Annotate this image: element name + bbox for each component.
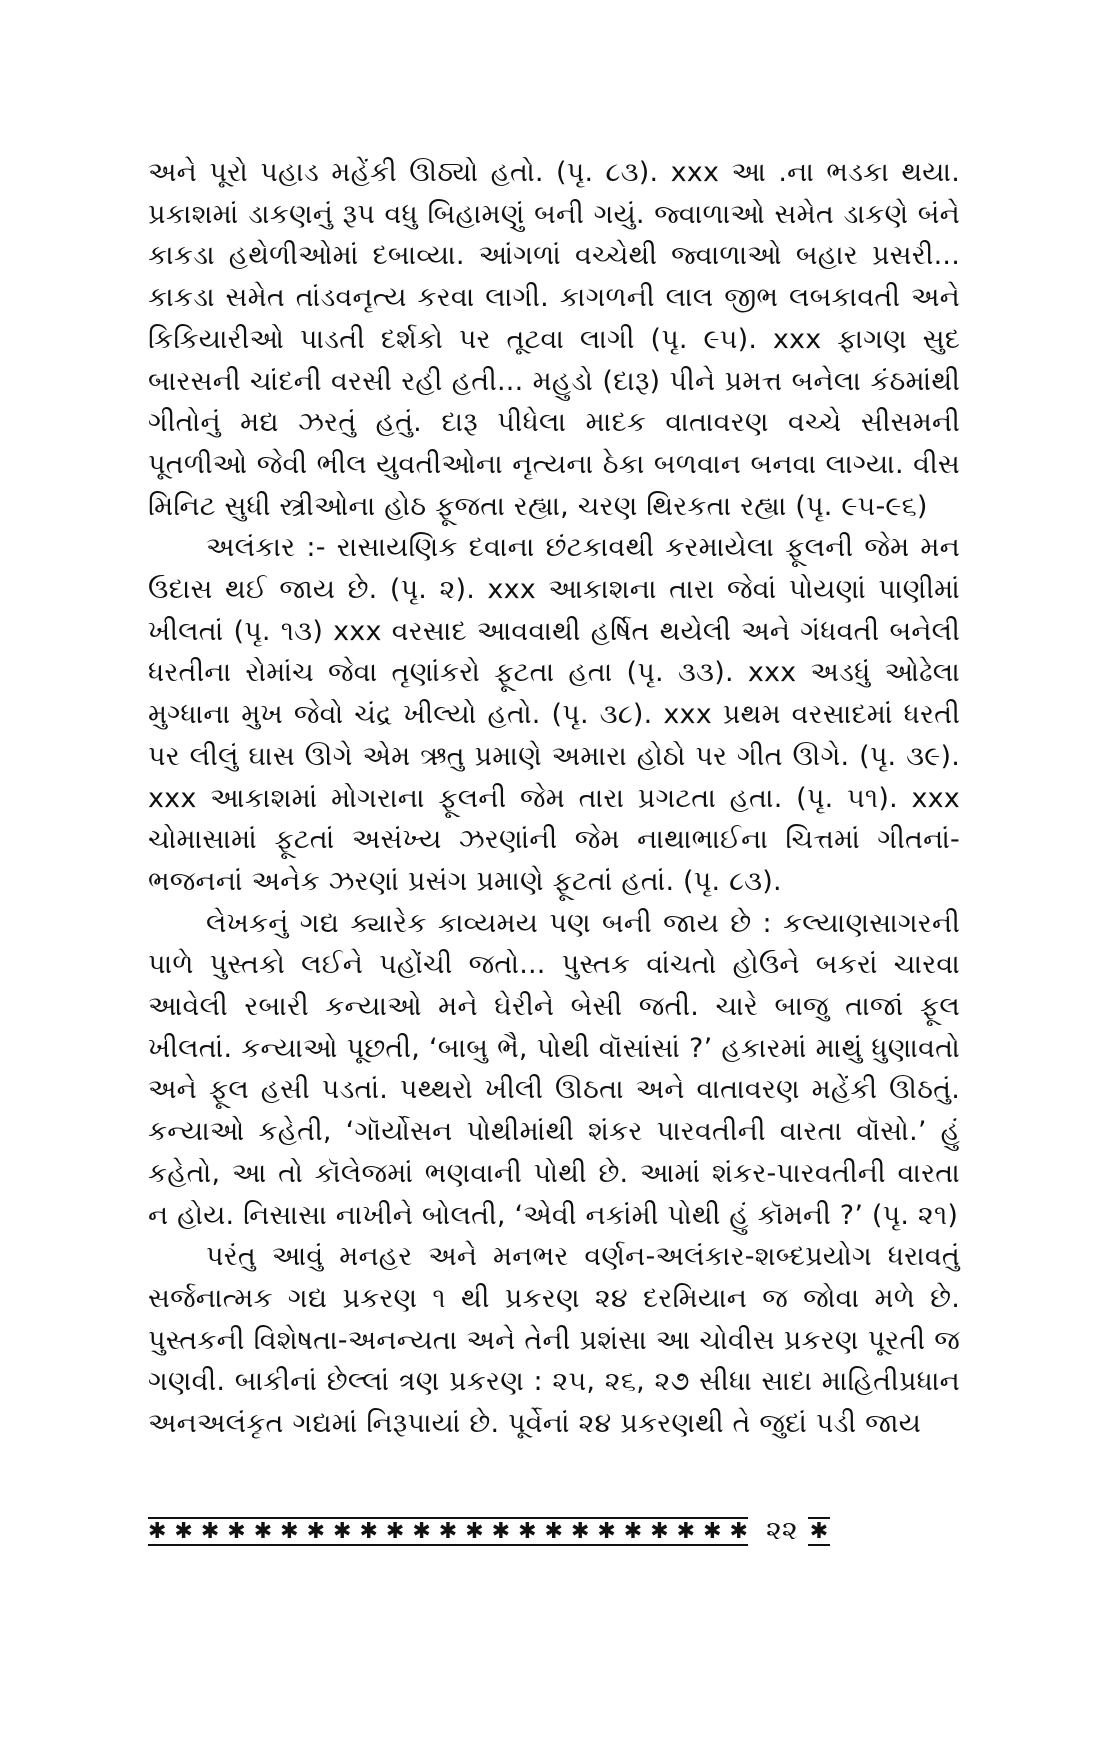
end-star-decoration: ✱ — [808, 1515, 830, 1548]
paragraph-2: અલંકાર :- રાસાયણિક દવાના છંટકાવથી કરમાયેલા ફૂલની જેમ મન ઉદાસ થઈ જાય છે. (પૃ. ૨). xxx આકાશના તારા જેવાં પોયણાં પાણીમાં ખીલતાં (પૃ. ૧૩) xxx વરસાદ આવવાથી હર્ષિત થયેલી અને ગંધવતી બનેલી ધરતીના રોમાંચ જેવા તૃણાંકરો ફૂટતા હતા (પૃ. ૩૩). xxx અડધું ઓઢેલા મુગ્ધાના મુખ જેવો ચંદ્ર ખીલ્યો હતો. (પૃ. ૩૮). xxx પ્રથમ વરસાદમાં ધરતી પર લીલું ઘાસ ઊગે એમ ઋતુ પ્રમાણે અમારા હોઠો પર ગીત ઊગે. (પૃ. ૩૯). xxx આકાશમાં મોગરાના ફૂલની જેમ તારા પ્રગટતા હતા. (પૃ. ૫૧). xxx ચોમાસામાં ફૂટતાં અસંખ્ય ઝરણાંની જેમ નાથાભાઈના ચિત્તમાં ગીતનાં-ભજનનાં અનેક ઝરણાં પ્રસંગ પ્રમાણે ફૂટતાં હતાં. (પૃ. ૮૩). — [148, 532, 960, 897]
page-number: ૨૨ — [765, 1515, 798, 1546]
star-border-decoration: ✱✱✱✱✱✱✱✱✱✱✱✱✱✱✱✱✱✱✱✱✱✱✱ — [148, 1515, 756, 1548]
paragraph-3: લેખકનું ગદ્ય ક્યારેક કાવ્યમય પણ બની જાય છે : કલ્યાણસાગરની પાળે પુસ્તકો લઈને પહોંચી જતો... પુસ્તક વાંચતો હોઉને બકરાં ચારવા આવેલી રબારી કન્યાઓ મને ઘેરીને બેસી જતી. ચારે બાજુ તાજાં ફૂલ ખીલતાં. કન્યાઓ પૂછતી, ‘બાબુ ભૈ, પોથી વૉસાંસાં ?’ હકારમાં માથું ધુણાવતો અને ફૂલ હસી પડતાં. પથ્થરો ખીલી ઊઠતા અને વાતાવરણ મહેંકી ઊઠતું. કન્યાઓ કહેતી, ‘ગૉર્યોસન પોથીમાંથી શંકર પારવતીની વારતા વૉસો.’ હું કહેતો, આ તો કૉલેજમાં ભણવાની પોથી છે. આમાં શંકર-પારવતીની વારતા ન હોય. નિસાસા નાખીને બોલતી, ‘એવી નકાંમી પોથી હું કૉમની ?’ (પૃ. ૨૧) — [148, 907, 960, 1231]
page-footer — [148, 1508, 960, 1554]
body-text — [148, 152, 960, 1445]
paragraph-4: પરંતુ આવું મનહર અને મનભર વર્ણન-અલંકાર-શબ્દપ્રયોગ ધરાવતું સર્જનાત્મક ગદ્ય પ્રકરણ ૧ થી પ્રકરણ ૨૪ દરમિયાન જ જોવા મળે છે. પુસ્તકની વિશેષતા-અનન્યતા અને તેની પ્રશંસા આ ચોવીસ પ્રકરણ પૂરતી જ ગણવી. બાકીનાં છેલ્લાં ત્રણ પ્રકરણ : ૨૫, ૨૬, ૨૭ સીધા સાદા માહિતીપ્રધાન અનઅલંકૃત ગદ્યમાં નિરૂપાયાં છે. પૂર્વેનાં ૨૪ પ્રકરણથી તે જુદાં પડી જાય — [148, 1241, 960, 1440]
paragraph-1: અને પૂરો પહાડ મહેંકી ઊઠ્યો હતો. (પૃ. ૮૩). xxx આ .ના ભડકા થયા. પ્રકાશમાં ડાકણનું રૂપ વધુ બિહામણું બની ગયું. જ્વાળાઓ સમેત ડાકણે બંને કાકડા હથેળીઓમાં દબાવ્યા. આંગળાં વચ્ચેથી જ્વાળાઓ બહાર પ્રસરી... કાકડા સમેત તાંડવનૃત્ય કરવા લાગી. કાગળની લાલ જીભ લબકાવતી અને કિકિયારીઓ પાડતી દર્શકો પર તૂટવા લાગી (પૃ. ૯૫). xxx ફાગણ સુદ બારસની ચાંદની વરસી રહી હતી... મહુડો (દારૂ) પીને પ્રમત્ત બનેલા કંઠમાંથી ગીતોનું મદ્ય ઝરતું હતું. દારૂ પીધેલા માદક વાતાવરણ વચ્ચે સીસમની પૂતળીઓ જેવી ભીલ યુવતીઓના નૃત્યના ઠેકા બળવાન બનવા લાગ્યા. વીસ મિનિટ સુધી સ્ત્રીઓના હોઠ ફૂજતા રહ્યા, ચરણ થિરકતા રહ્યા (પૃ. ૯૫-૯૬) — [148, 157, 960, 522]
